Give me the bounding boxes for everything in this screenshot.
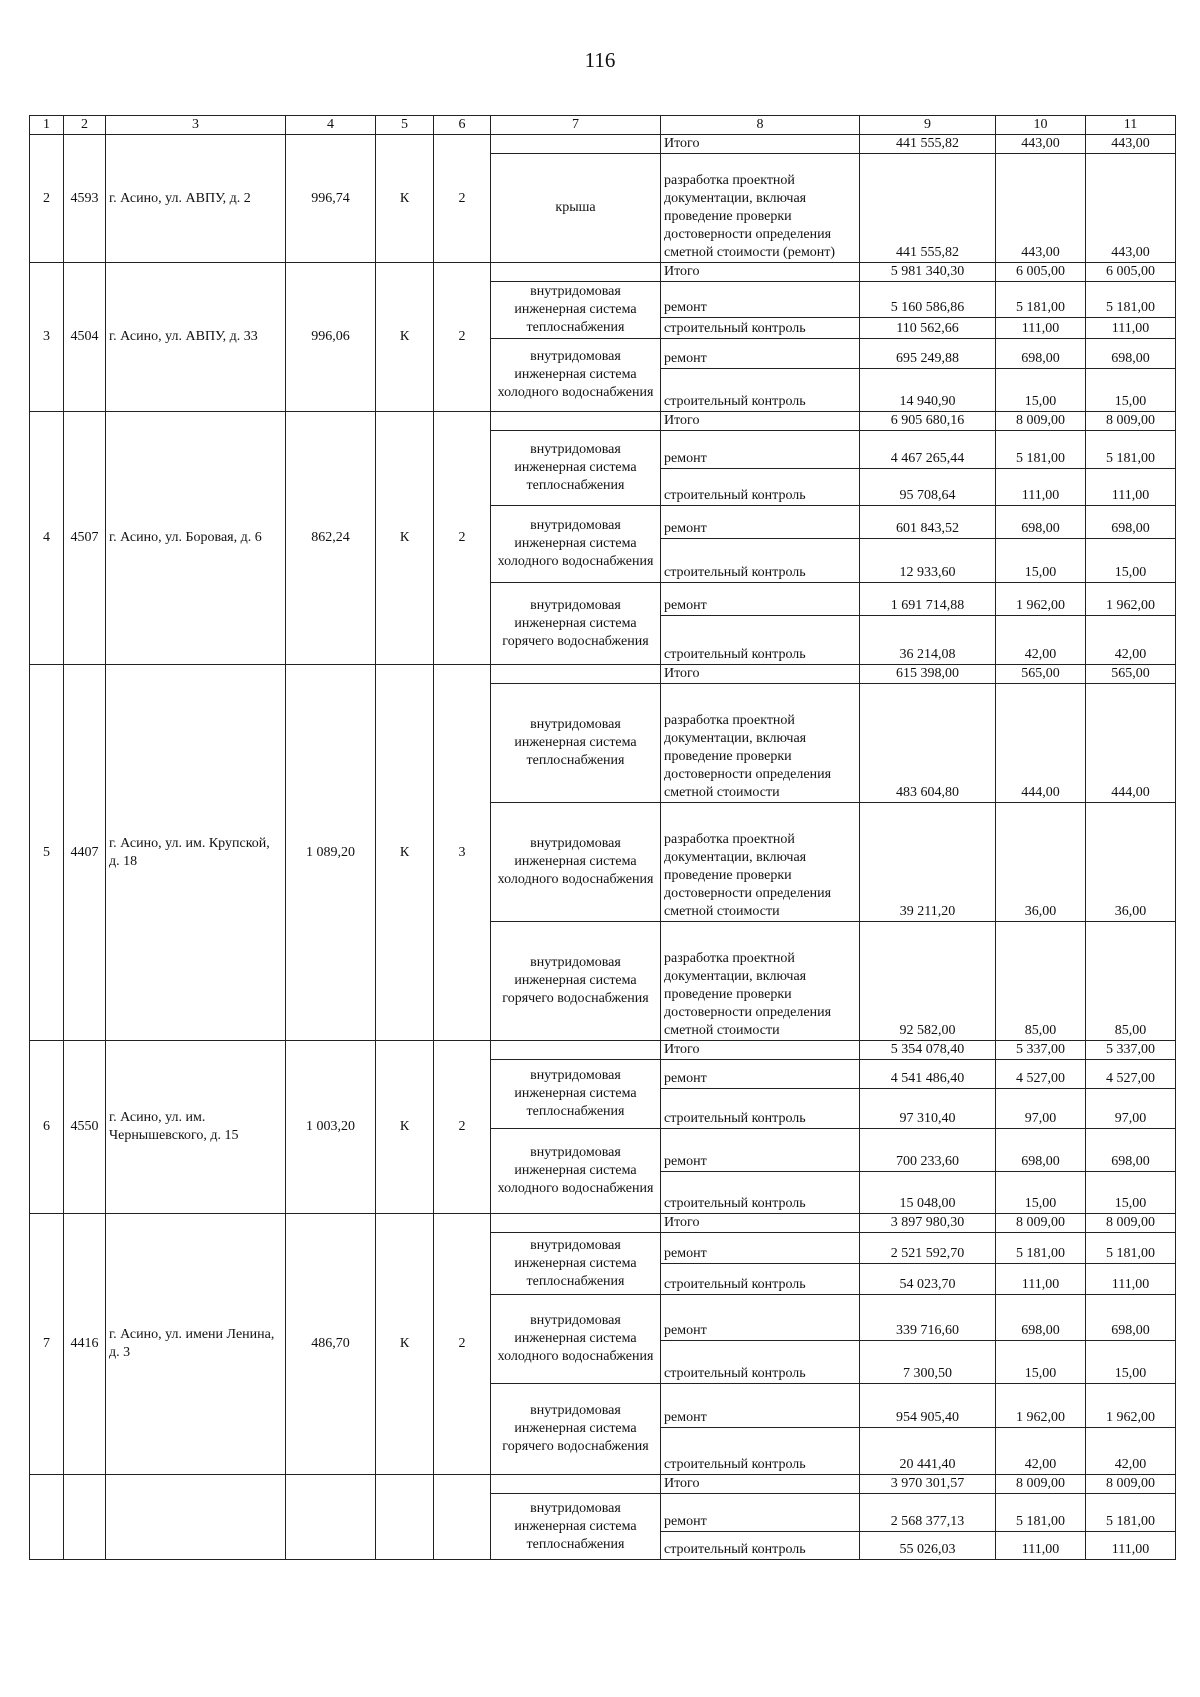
work-type: внутридомовая инженерная система холодного водоснабжения: [491, 339, 661, 412]
total-col10: 5 337,00: [996, 1041, 1086, 1060]
cost: 601 843,52: [860, 506, 996, 539]
table-row: [30, 135, 1176, 154]
column-header: 11: [1086, 116, 1176, 135]
col11-value: 698,00: [1086, 1129, 1176, 1172]
col10-value: 15,00: [996, 1172, 1086, 1214]
work-description: разработка проектной документации, включая проведение проверки достоверности определения сметной стоимости: [661, 684, 860, 803]
work-type: внутридомовая инженерная система холодного водоснабжения: [491, 1295, 661, 1384]
itogo-label: Итого: [661, 1041, 860, 1060]
work-description: ремонт: [661, 1060, 860, 1089]
col10-value: 5 181,00: [996, 1494, 1086, 1532]
work-type: внутридомовая инженерная система холодного водоснабжения: [491, 1129, 661, 1214]
col11-value: 15,00: [1086, 1172, 1176, 1214]
itogo-label: Итого: [661, 263, 860, 282]
itogo-label: Итого: [661, 1475, 860, 1494]
column-header: 6: [434, 116, 491, 135]
col10-value: 698,00: [996, 339, 1086, 369]
work-type-empty: [491, 665, 661, 684]
house-type: К: [376, 1041, 434, 1214]
cost: 39 211,20: [860, 803, 996, 922]
house-area: [286, 1475, 376, 1560]
house-code: 4416: [64, 1214, 106, 1475]
total-col10: 443,00: [996, 135, 1086, 154]
col10-value: 15,00: [996, 369, 1086, 412]
total-col10: 6 005,00: [996, 263, 1086, 282]
col10-value: 42,00: [996, 1428, 1086, 1475]
work-type: внутридомовая инженерная система теплоснабжения: [491, 1494, 661, 1560]
total-cost: 441 555,82: [860, 135, 996, 154]
work-description: ремонт: [661, 1233, 860, 1264]
work-description: строительный контроль: [661, 1341, 860, 1384]
row-number: [30, 1475, 64, 1560]
col10-value: 698,00: [996, 1129, 1086, 1172]
col11-value: 444,00: [1086, 684, 1176, 803]
col10-value: 698,00: [996, 506, 1086, 539]
cost: 1 691 714,88: [860, 583, 996, 616]
work-type: внутридомовая инженерная система теплоснабжения: [491, 1233, 661, 1295]
row-number: 4: [30, 412, 64, 665]
col6-value: 2: [434, 1041, 491, 1214]
col11-value: 5 181,00: [1086, 1494, 1176, 1532]
work-description: строительный контроль: [661, 616, 860, 665]
col11-value: 5 181,00: [1086, 1233, 1176, 1264]
cost: 95 708,64: [860, 469, 996, 506]
house-type: К: [376, 665, 434, 1041]
work-type: внутридомовая инженерная система теплоснабжения: [491, 282, 661, 339]
blank-cell: [434, 1475, 491, 1560]
row-number: 5: [30, 665, 64, 1041]
col10-value: 15,00: [996, 539, 1086, 583]
col6-value: 3: [434, 665, 491, 1041]
work-type: внутридомовая инженерная система теплоснабжения: [491, 684, 661, 803]
cost: 55 026,03: [860, 1532, 996, 1560]
total-col10: 565,00: [996, 665, 1086, 684]
work-description: строительный контроль: [661, 539, 860, 583]
house-type: К: [376, 412, 434, 665]
cost: 110 562,66: [860, 318, 996, 339]
col11-value: 5 181,00: [1086, 282, 1176, 318]
itogo-label: Итого: [661, 412, 860, 431]
house-area: 1 003,20: [286, 1041, 376, 1214]
work-description: ремонт: [661, 1384, 860, 1428]
cost: 7 300,50: [860, 1341, 996, 1384]
cost: 483 604,80: [860, 684, 996, 803]
col10-value: 5 181,00: [996, 1233, 1086, 1264]
total-cost: 5 981 340,30: [860, 263, 996, 282]
house-code: 4504: [64, 263, 106, 412]
col10-value: 5 181,00: [996, 431, 1086, 469]
work-description: ремонт: [661, 431, 860, 469]
column-header: 10: [996, 116, 1086, 135]
table-row: [30, 665, 1176, 684]
house-code: 4507: [64, 412, 106, 665]
row-number: 3: [30, 263, 64, 412]
cost: 2 521 592,70: [860, 1233, 996, 1264]
work-description: ремонт: [661, 1129, 860, 1172]
table-row: [30, 1214, 1176, 1233]
total-col11: 6 005,00: [1086, 263, 1176, 282]
column-header: 4: [286, 116, 376, 135]
house-area: 862,24: [286, 412, 376, 665]
column-header-row: [30, 116, 1176, 135]
col10-value: 97,00: [996, 1089, 1086, 1129]
col10-value: 444,00: [996, 684, 1086, 803]
total-col11: 8 009,00: [1086, 1214, 1176, 1233]
house-code: 4407: [64, 665, 106, 1041]
column-header: 9: [860, 116, 996, 135]
cost: 4 467 265,44: [860, 431, 996, 469]
column-header: 7: [491, 116, 661, 135]
work-type-empty: [491, 1475, 661, 1494]
cost: 92 582,00: [860, 922, 996, 1041]
work-description: разработка проектной документации, включая проведение проверки достоверности определения сметной стоимости (ремонт): [661, 154, 860, 263]
page-number: 116: [584, 48, 616, 72]
column-header: 2: [64, 116, 106, 135]
col11-value: 15,00: [1086, 369, 1176, 412]
work-description: разработка проектной документации, включая проведение проверки достоверности определения сметной стоимости: [661, 803, 860, 922]
house-address: г. Асино, ул. имени Ленина, д. 3: [106, 1214, 286, 1475]
col11-value: 97,00: [1086, 1089, 1176, 1129]
work-description: ремонт: [661, 583, 860, 616]
total-col11: 8 009,00: [1086, 1475, 1176, 1494]
column-header: 8: [661, 116, 860, 135]
total-cost: 5 354 078,40: [860, 1041, 996, 1060]
col11-value: 1 962,00: [1086, 1384, 1176, 1428]
work-type-empty: [491, 263, 661, 282]
house-type: К: [376, 1214, 434, 1475]
itogo-label: Итого: [661, 665, 860, 684]
col10-value: 42,00: [996, 616, 1086, 665]
cost: 695 249,88: [860, 339, 996, 369]
work-type: внутридомовая инженерная система горячего водоснабжения: [491, 1384, 661, 1475]
house-type: К: [376, 135, 434, 263]
total-cost: 3 897 980,30: [860, 1214, 996, 1233]
work-description: строительный контроль: [661, 1172, 860, 1214]
cost: 36 214,08: [860, 616, 996, 665]
col11-value: 111,00: [1086, 318, 1176, 339]
house-address: г. Асино, ул. им. Крупской, д. 18: [106, 665, 286, 1041]
house-address: г. Асино, ул. Боровая, д. 6: [106, 412, 286, 665]
work-type: внутридомовая инженерная система горячего водоснабжения: [491, 583, 661, 665]
cost: 97 310,40: [860, 1089, 996, 1129]
total-cost: 6 905 680,16: [860, 412, 996, 431]
work-type-empty: [491, 135, 661, 154]
col10-value: 36,00: [996, 803, 1086, 922]
house-area: 996,74: [286, 135, 376, 263]
house-code: 4550: [64, 1041, 106, 1214]
col11-value: 111,00: [1086, 1264, 1176, 1295]
work-description: ремонт: [661, 282, 860, 318]
work-description: строительный контроль: [661, 1428, 860, 1475]
house-code: 4593: [64, 135, 106, 263]
cost: 441 555,82: [860, 154, 996, 263]
col10-value: 5 181,00: [996, 282, 1086, 318]
work-type: внутридомовая инженерная система теплоснабжения: [491, 431, 661, 506]
col11-value: 5 181,00: [1086, 431, 1176, 469]
work-description: строительный контроль: [661, 469, 860, 506]
work-type: внутридомовая инженерная система теплоснабжения: [491, 1060, 661, 1129]
col10-value: 111,00: [996, 469, 1086, 506]
cost: 2 568 377,13: [860, 1494, 996, 1532]
total-cost: 3 970 301,57: [860, 1475, 996, 1494]
row-number: 6: [30, 1041, 64, 1214]
col6-value: 2: [434, 1214, 491, 1475]
work-description: разработка проектной документации, включая проведение проверки достоверности определения сметной стоимости: [661, 922, 860, 1041]
table-row: [30, 263, 1176, 282]
total-col10: 8 009,00: [996, 412, 1086, 431]
house-address: г. Асино, ул. АВПУ, д. 33: [106, 263, 286, 412]
col10-value: 4 527,00: [996, 1060, 1086, 1089]
col11-value: 42,00: [1086, 616, 1176, 665]
col10-value: 111,00: [996, 1264, 1086, 1295]
work-description: ремонт: [661, 506, 860, 539]
col6-value: 2: [434, 412, 491, 665]
work-description: строительный контроль: [661, 318, 860, 339]
col11-value: 42,00: [1086, 1428, 1176, 1475]
col11-value: 698,00: [1086, 1295, 1176, 1341]
col11-value: 111,00: [1086, 1532, 1176, 1560]
column-header: 3: [106, 116, 286, 135]
total-col11: 565,00: [1086, 665, 1176, 684]
table-row: [30, 412, 1176, 431]
col11-value: 15,00: [1086, 539, 1176, 583]
col6-value: 2: [434, 135, 491, 263]
work-type: крыша: [491, 154, 661, 263]
cost: 5 160 586,86: [860, 282, 996, 318]
work-description: ремонт: [661, 1494, 860, 1532]
total-col11: 443,00: [1086, 135, 1176, 154]
cost: 339 716,60: [860, 1295, 996, 1341]
table-row: [30, 1475, 1176, 1494]
house-address: г. Асино, ул. им. Чернышевского, д. 15: [106, 1041, 286, 1214]
work-type: внутридомовая инженерная система холодного водоснабжения: [491, 803, 661, 922]
work-type: внутридомовая инженерная система холодного водоснабжения: [491, 506, 661, 583]
col11-value: 4 527,00: [1086, 1060, 1176, 1089]
table-row: [30, 1041, 1176, 1060]
house-code: [64, 1475, 106, 1560]
total-col10: 8 009,00: [996, 1214, 1086, 1233]
itogo-label: Итого: [661, 1214, 860, 1233]
cost: 12 933,60: [860, 539, 996, 583]
house-area: 486,70: [286, 1214, 376, 1475]
cost: 14 940,90: [860, 369, 996, 412]
work-type: внутридомовая инженерная система горячего водоснабжения: [491, 922, 661, 1041]
col6-value: 2: [434, 263, 491, 412]
work-description: ремонт: [661, 339, 860, 369]
col10-value: 111,00: [996, 318, 1086, 339]
work-description: строительный контроль: [661, 1532, 860, 1560]
col11-value: 15,00: [1086, 1341, 1176, 1384]
col10-value: 698,00: [996, 1295, 1086, 1341]
col11-value: 111,00: [1086, 469, 1176, 506]
cost: 15 048,00: [860, 1172, 996, 1214]
col11-value: 36,00: [1086, 803, 1176, 922]
col11-value: 85,00: [1086, 922, 1176, 1041]
col10-value: 15,00: [996, 1341, 1086, 1384]
column-header: 5: [376, 116, 434, 135]
work-type-empty: [491, 412, 661, 431]
col10-value: 85,00: [996, 922, 1086, 1041]
house-address: [106, 1475, 286, 1560]
work-type-empty: [491, 1214, 661, 1233]
work-type-empty: [491, 1041, 661, 1060]
cost: 4 541 486,40: [860, 1060, 996, 1089]
row-number: 7: [30, 1214, 64, 1475]
total-cost: 615 398,00: [860, 665, 996, 684]
cost: 954 905,40: [860, 1384, 996, 1428]
col11-value: 698,00: [1086, 339, 1176, 369]
col11-value: 443,00: [1086, 154, 1176, 263]
column-header: 1: [30, 116, 64, 135]
row-number: 2: [30, 135, 64, 263]
itogo-label: Итого: [661, 135, 860, 154]
col11-value: 698,00: [1086, 506, 1176, 539]
house-address: г. Асино, ул. АВПУ, д. 2: [106, 135, 286, 263]
work-description: строительный контроль: [661, 1089, 860, 1129]
blank-cell: [376, 1475, 434, 1560]
col10-value: 1 962,00: [996, 583, 1086, 616]
cost: 54 023,70: [860, 1264, 996, 1295]
work-description: строительный контроль: [661, 1264, 860, 1295]
total-col11: 8 009,00: [1086, 412, 1176, 431]
col10-value: 1 962,00: [996, 1384, 1086, 1428]
work-description: ремонт: [661, 1295, 860, 1341]
repair-schedule-table: [29, 115, 1176, 1560]
cost: 20 441,40: [860, 1428, 996, 1475]
total-col10: 8 009,00: [996, 1475, 1086, 1494]
cost: 700 233,60: [860, 1129, 996, 1172]
house-type: К: [376, 263, 434, 412]
col10-value: 443,00: [996, 154, 1086, 263]
work-description: строительный контроль: [661, 369, 860, 412]
col10-value: 111,00: [996, 1532, 1086, 1560]
house-area: 996,06: [286, 263, 376, 412]
total-col11: 5 337,00: [1086, 1041, 1176, 1060]
house-area: 1 089,20: [286, 665, 376, 1041]
col11-value: 1 962,00: [1086, 583, 1176, 616]
